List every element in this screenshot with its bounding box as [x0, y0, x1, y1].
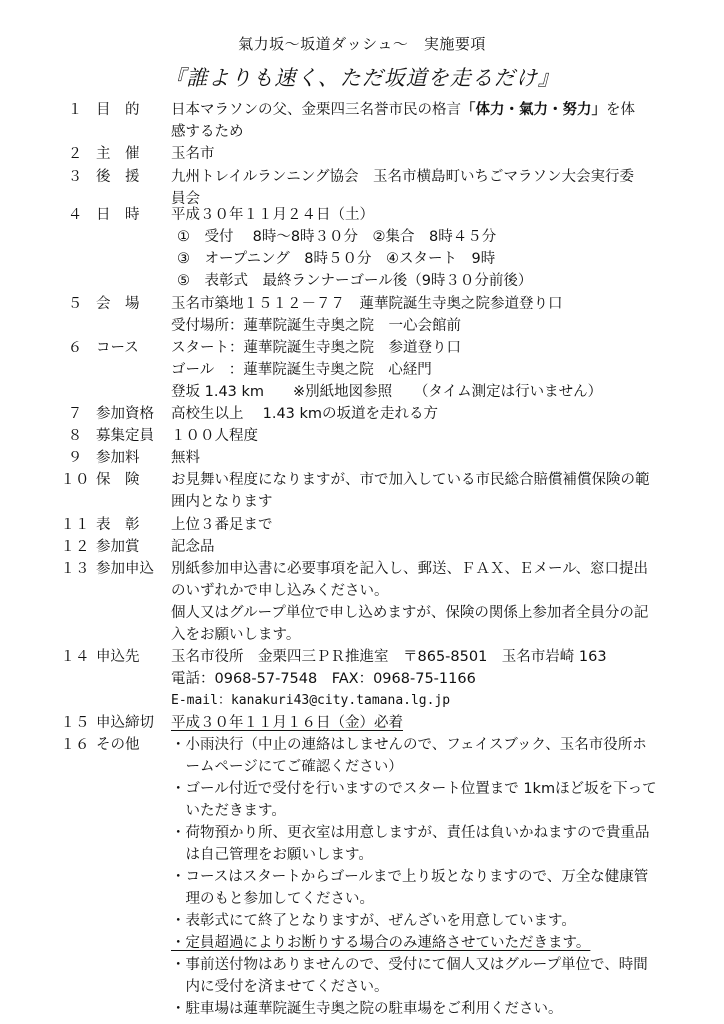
note-line: ・小雨決行（中止の連絡はしませんので、フェイスブック、玉名市役所ホ [171, 737, 647, 753]
item-label: 参加料 [96, 450, 140, 466]
note-line: ・荷物預かり所、更衣室は用意しますが、責任は負いかねますので貴重品 [171, 825, 650, 841]
item-number: １１ [60, 517, 90, 533]
item-number: ２ [67, 146, 83, 162]
item-number: ７ [67, 406, 83, 422]
item-value: 日本マラソンの父、金栗四三名誉市民の格言「体力・氣力・努力」を体 [171, 102, 635, 118]
item-number: ３ [67, 169, 83, 185]
note-line: 内に受付を済ませてください。 [171, 979, 389, 995]
item-value: 九州トレイルランニング協会 玉名市横島町いちごマラソン大会実行委 [171, 169, 634, 185]
item-value: 高校生以上 1.43 kmの坂道を走れる方 [171, 406, 439, 422]
item-number: １ [67, 102, 83, 118]
item-value: １００人程度 [171, 428, 258, 444]
schedule-line: ③ オープニング 8時５０分 ④スタート 9時 [177, 251, 496, 267]
item-number: １２ [60, 539, 90, 555]
item-value: 玉名市築地１５１２－７７ 蓮華院誕生寺奥之院参道登り口 [171, 296, 563, 312]
item-value: 平成３０年１１月２４日（土） [171, 207, 374, 223]
item-number: １４ [60, 649, 90, 665]
item-label: 参加賞 [96, 539, 140, 555]
item-value: お見舞い程度になりますが、市で加入している市民総合賠償補償保険の範 [171, 472, 650, 488]
item-value: 平成３０年１１月１６日（金）必着 [171, 715, 403, 731]
note-line: ・事前送付物はありませんので、受付にて個人又はグループ単位で、時間 [171, 957, 648, 973]
item-label: 保 険 [96, 472, 140, 488]
item-value: 記念品 [171, 539, 215, 555]
item-value-line: ゴール ：蓮華院誕生寺奥之院 心経門 [171, 362, 432, 378]
item-value-line: のいずれかで申し込みください。 [171, 583, 389, 599]
item-value: 別紙参加申込書に必要事項を記入し、郵送、ＦＡＸ、Ｅメール、窓口提出 [171, 561, 649, 577]
item-value-line: 入をお願いします。 [171, 627, 301, 643]
motto-bold: 「体力・氣力・努力」 [461, 102, 606, 118]
item-value-line: 受付場所：蓮華院誕生寺奥之院 一心会館前 [171, 318, 461, 334]
item-value-line: 登坂 1.43 km ※別紙地図参照 （タイム測定は行いません） [171, 384, 603, 400]
email-line: E-mail：kanakuri43@city.tamana.lg.jp [171, 693, 451, 708]
item-value-line: 感するため [171, 124, 244, 140]
item-number: ５ [67, 296, 83, 312]
note-line: 理のもと参加してください。 [171, 891, 374, 907]
note-line: ・コースはスタートからゴールまで上り坂となりますので、万全な健康管 [171, 869, 649, 885]
item-label: 後 援 [96, 169, 140, 185]
item-number: ６ [67, 340, 83, 356]
item-label: 日 時 [96, 207, 140, 223]
item-number: ９ [67, 450, 83, 466]
item-label: コース [96, 340, 139, 356]
schedule-line: ① 受付 8時～8時３０分 ②集合 8時４５分 [177, 229, 497, 245]
item-value-line: 囲内となります [171, 494, 273, 510]
item-number: １０ [60, 472, 90, 488]
schedule-line: ⑤ 表彰式 最終ランナーゴール後（9時３０分前後） [177, 273, 533, 289]
item-label: 募集定員 [96, 428, 154, 444]
item-value-line: 員会 [171, 191, 200, 207]
note-line-underlined: ・定員超過によりお断りする場合のみ連絡させていただきます。 [171, 935, 591, 951]
item-value: スタート：蓮華院誕生寺奥之院 参道登り口 [171, 340, 461, 356]
item-label: 目 的 [96, 102, 140, 118]
phone-fax-line: 電話：0968-57-7548 FAX：0968-75-1166 [171, 671, 476, 687]
note-line: ームページにてご確認ください） [171, 759, 403, 775]
document-subtitle: 『誰よりも速く、ただ坂道を走るだけ』 [164, 66, 560, 90]
item-label: その他 [96, 737, 140, 753]
note-line: ・ゴール付近で受付を行いますのでスタート位置まで 1kmほど坂を下って [171, 781, 657, 797]
item-value: 上位３番足まで [171, 517, 273, 533]
item-label: 参加資格 [96, 406, 154, 422]
note-line: ・駐車場は蓮華院誕生寺奥之院の駐車場をご利用ください。 [171, 1001, 563, 1017]
item-label: 会 場 [96, 296, 140, 312]
note-line: ・表彰式にて終了となりますが、ぜんざいを用意しています。 [171, 913, 576, 929]
item-number: １５ [60, 715, 90, 731]
document-title: 氣力坂～坂道ダッシュ～ 実施要項 [238, 35, 486, 53]
note-line: は自己管理をお願いします。 [171, 847, 373, 863]
item-number: ８ [67, 428, 83, 444]
item-label: 表 彰 [96, 517, 140, 533]
item-number: １６ [60, 737, 90, 753]
item-label: 主 催 [96, 146, 140, 162]
item-number: １３ [60, 561, 90, 577]
item-value: 玉名市役所 金栗四三ＰＲ推進室 〒865-8501 玉名市岩崎 163 [171, 649, 607, 665]
item-label: 申込締切 [96, 715, 154, 731]
item-value-line: 個人又はグループ単位で申し込めますが、保険の関係上参加者全員分の記 [171, 605, 649, 621]
item-label: 申込先 [96, 649, 140, 665]
item-value: 無料 [171, 450, 200, 466]
item-number: ４ [67, 207, 83, 223]
item-label: 参加申込 [96, 561, 154, 577]
note-line: いただきます。 [171, 803, 286, 819]
item-value: 玉名市 [171, 146, 215, 162]
